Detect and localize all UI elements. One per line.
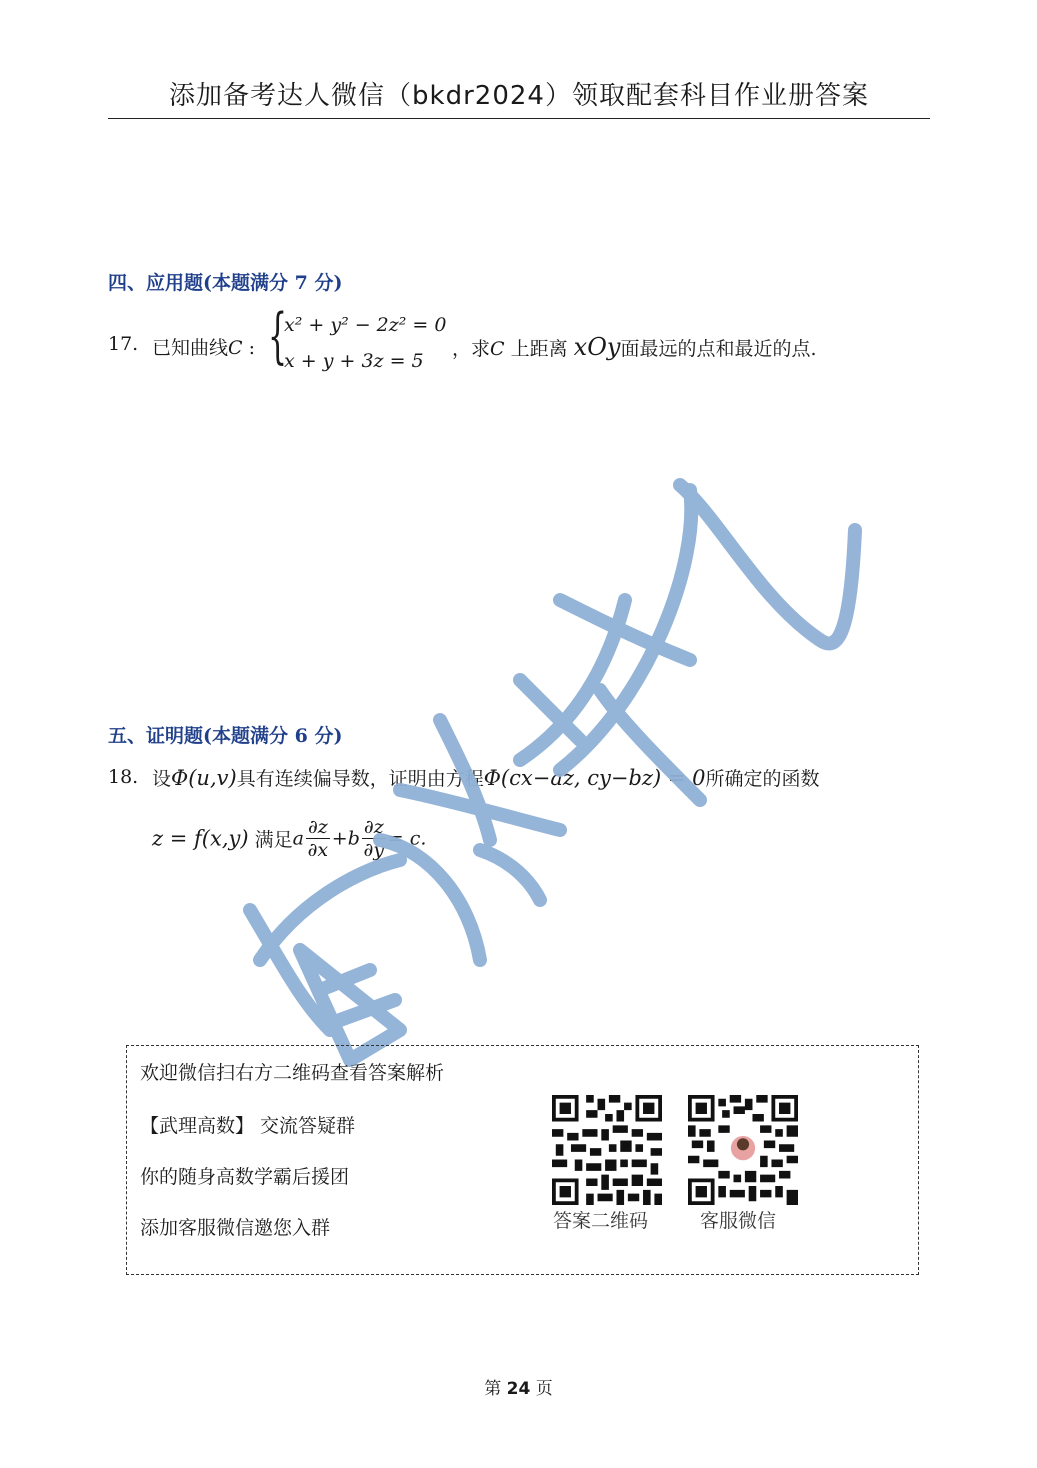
q18-frac-dz-dx: [306, 816, 330, 861]
section-title-application: 四、应用题(本题满分 7 分): [108, 272, 343, 294]
system-brace: {: [268, 301, 288, 371]
q17-text-a: 求: [471, 338, 491, 360]
q17-plane: xOy: [573, 333, 621, 361]
question-number-18: 18.: [108, 766, 139, 788]
q18-coef-a: a: [292, 827, 304, 850]
q18-plus-b: +b: [331, 827, 360, 850]
q18-dy: ∂y: [363, 839, 385, 861]
customer-service-qr-label: 客服微信: [700, 1210, 777, 1232]
q17-curve-name: C: [228, 337, 243, 359]
q18-dz-1: ∂z: [307, 816, 328, 838]
q17-equation-1: [284, 314, 446, 336]
q18-text-b: 具有连续偏导数，证明由方程: [236, 768, 484, 790]
promo-line-3: 你的随身高数学霸后援团: [140, 1166, 350, 1188]
customer-service-qr-code[interactable]: [688, 1095, 798, 1205]
page-header: 添加备考达人微信（bkdr2024）领取配套科目作业册答案: [108, 74, 930, 119]
q18-phi-equation: Φ(cx−az, cy−bz) = 0: [483, 766, 706, 790]
q17-text-end: 面最远的点和最近的点.: [620, 338, 817, 360]
q18-equals-c: = c.: [387, 827, 427, 850]
page-number: 24: [506, 1379, 531, 1399]
q17-eq2-text: x + y + 3z = 5: [284, 350, 424, 372]
page-footer: [0, 1374, 1037, 1399]
promo-line-4: 添加客服微信邀您入群: [140, 1217, 331, 1239]
q18-dz-2: ∂z: [363, 816, 384, 838]
footer-suffix: 页: [530, 1379, 553, 1399]
question-18-line2: [152, 816, 426, 861]
q18-text-satisfy: 满足: [254, 829, 293, 851]
q17-prefix-text: 已知曲线: [152, 337, 229, 359]
q18-frac-dz-dy: [362, 816, 386, 861]
question-18-line1: [152, 764, 820, 791]
q18-function: z = f(x,y): [152, 826, 249, 851]
q18-phi-uv: Φ(u,v): [171, 766, 237, 790]
promo-line-2: 【武理高数】 交流答疑群: [140, 1115, 356, 1137]
footer-prefix: 第: [484, 1379, 507, 1399]
q18-text-c: 所确定的函数: [705, 768, 820, 790]
answer-qr-label: 答案二维码: [553, 1210, 649, 1232]
promo-line-1: 欢迎微信扫右方二维码查看答案解析: [140, 1062, 445, 1084]
question-number-17: 17.: [108, 333, 139, 355]
question-17-prefix: [152, 333, 255, 360]
q18-dx: ∂x: [307, 839, 329, 861]
q17-colon: :: [242, 337, 256, 359]
answer-qr-code[interactable]: [552, 1095, 662, 1205]
q17-equation-2: [284, 350, 424, 372]
q17-curve-ref: C: [490, 338, 505, 360]
q17-comma: ，: [452, 338, 472, 360]
question-17-text: [452, 333, 817, 361]
q17-text-b: 上距离: [504, 338, 574, 360]
q17-eq1-text: x² + y² − 2z² = 0: [284, 314, 447, 336]
q18-text-a: 设: [152, 768, 172, 790]
section-title-proof: 五、证明题(本题满分 6 分): [108, 725, 343, 747]
